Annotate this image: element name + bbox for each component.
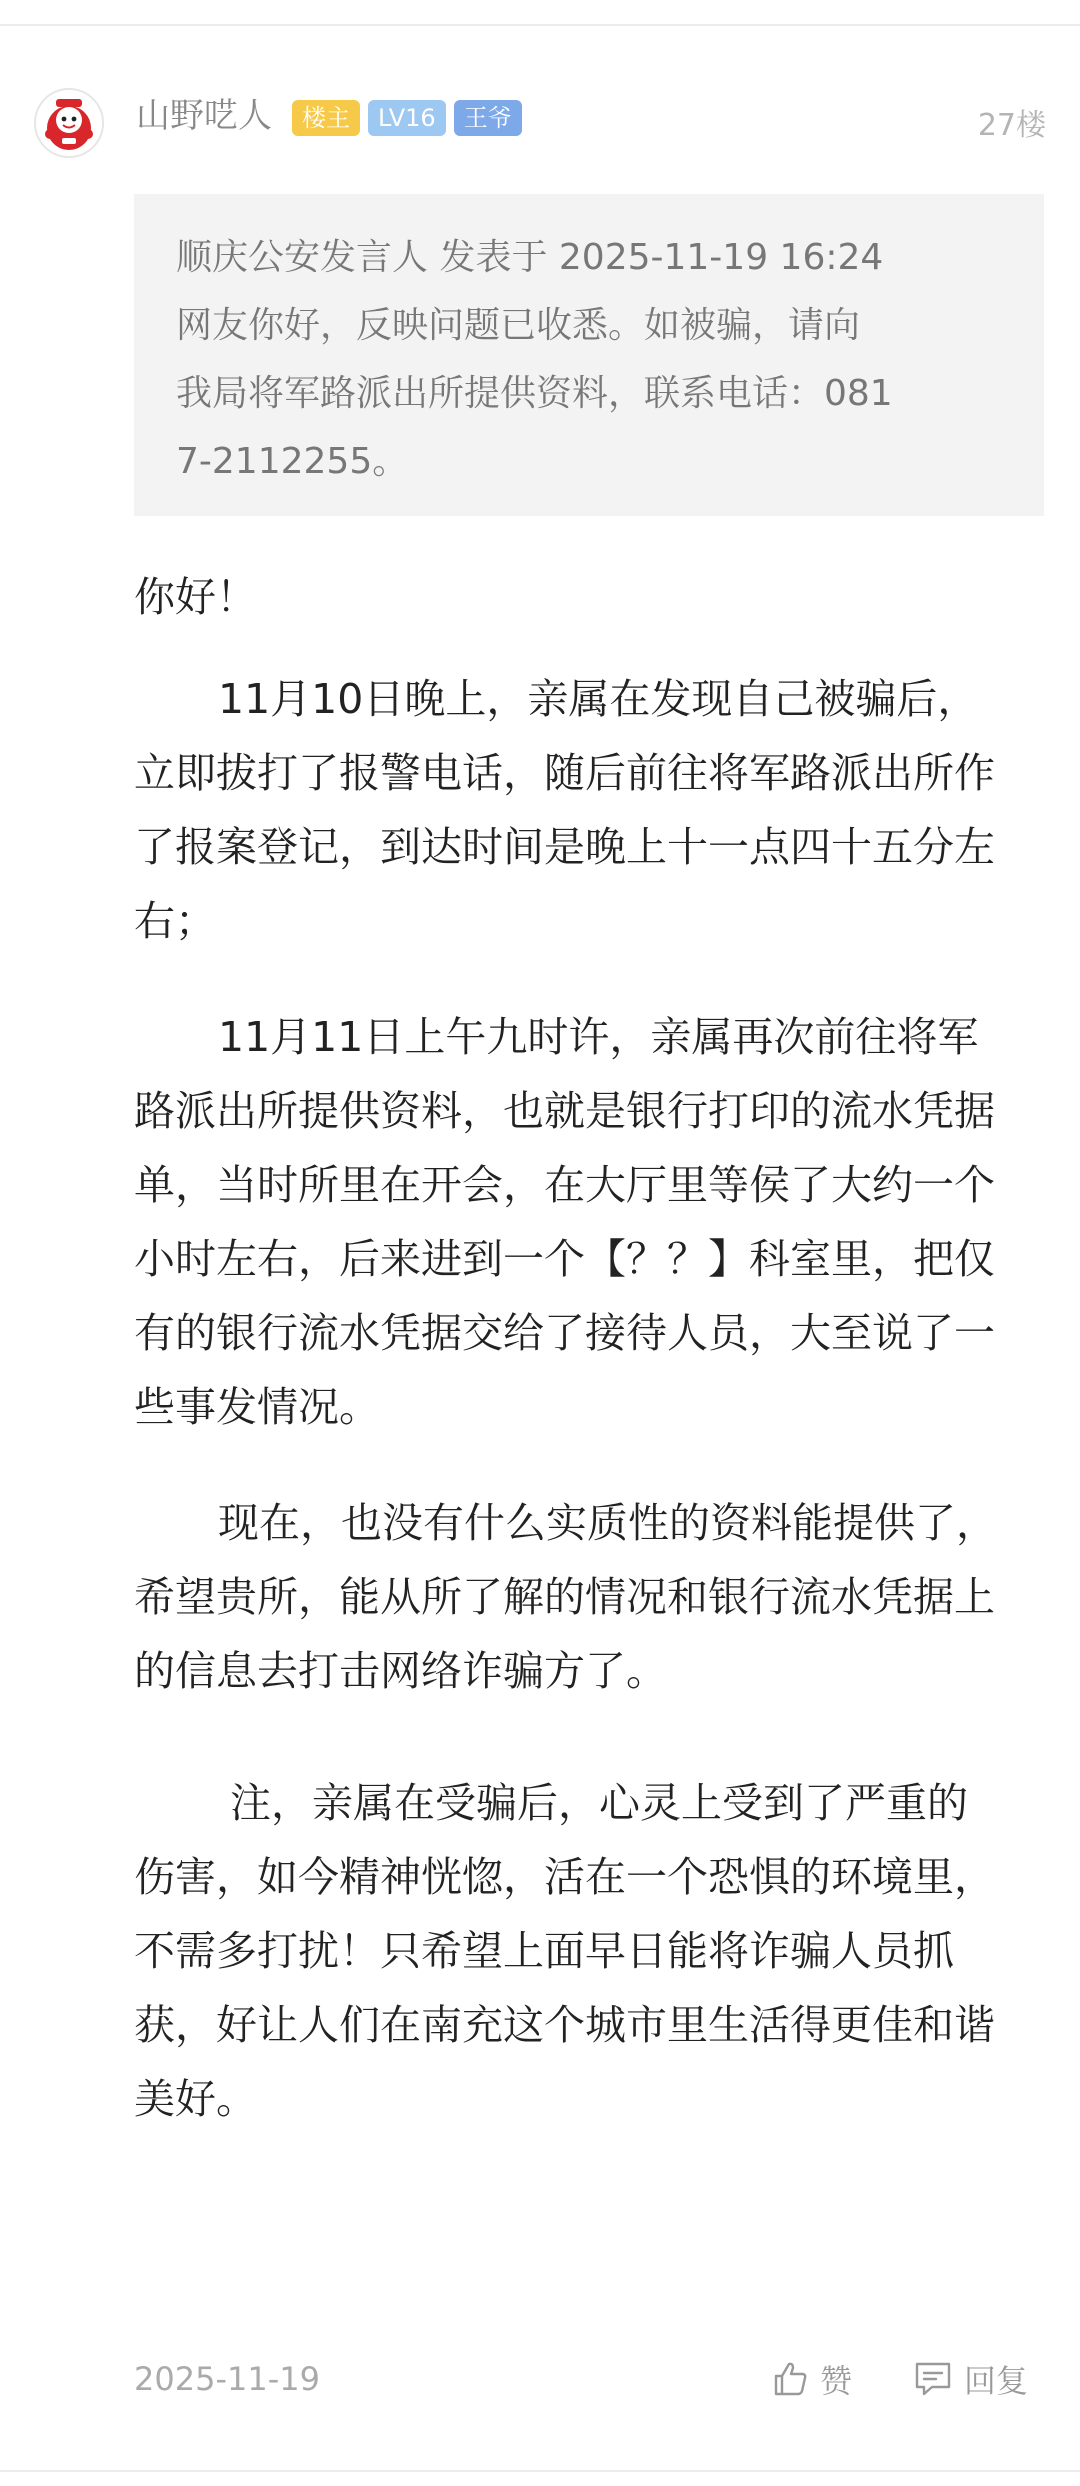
red-mascot-avatar-icon [36,90,102,156]
username[interactable]: 山野呓人 [136,96,272,136]
quoted-reply [134,194,1044,516]
floor-number: 27楼 [977,108,1046,143]
paragraph-3: 现在，也没有什么实质性的资料能提供了，希望贵所，能从所了解的情况和银行流水凭据上的信息去打击网络诈骗方了。 [134,1499,997,1695]
paragraph-2: 11月11日上午九时许，亲属再次前往将军路派出所提供资料，也就是银行打印的流水凭据单，当时所里在开会，在大厅里等侯了大约一个小时左右，后来进到一个【？？】科室里，把仅有的银行流水凭据交给了接待人员，大至说了一些事发情况。 [134,1013,995,1431]
quote-line: 7-2112255。 [176,441,409,482]
title-badge: 王爷 [454,100,522,136]
post-date: 2025-11-19 [134,2360,320,2398]
quote-line: 我局将军路派出所提供资料，联系电话：081 [176,373,893,414]
like-label: 赞 [820,2362,853,2400]
paragraph-1: 11月10日晚上，亲属在发现自己被骗后，立即拔打了报警电话，随后前往将军路派出所作了报案登记，到达时间是晚上十一点四十五分左右； [134,675,995,945]
level-badge: LV16 [368,100,446,136]
user-avatar[interactable] [34,88,104,158]
post-header [0,80,1080,170]
host-badge: 楼主 [292,100,360,136]
post-content [134,560,1004,2136]
reply-label: 回复 [964,2362,1029,2400]
bottom-divider [0,2470,1080,2472]
thumbs-up-icon [770,2359,810,2399]
comment-icon [912,2359,954,2399]
reply-button[interactable] [912,2356,1028,2402]
like-button[interactable] [770,2356,852,2402]
post-footer [0,2352,1080,2412]
top-divider [0,0,1080,26]
user-badges [292,100,522,136]
quote-line: 顺庆公安发言人 发表于 2025-11-19 16:24 [176,237,884,278]
greeting: 你好！ [134,573,257,621]
quote-line: 网友你好，反映问题已收悉。如被骗，请向 [176,305,861,346]
note-paragraph: 注，亲属在受骗后，心灵上受到了严重的伤害，如今精神恍惚，活在一个恐惧的环境里，不需多打扰！只希望上面早日能将诈骗人员抓获，好让人们在南充这个城市里生活得更佳和谐美好。 [134,1779,995,2123]
